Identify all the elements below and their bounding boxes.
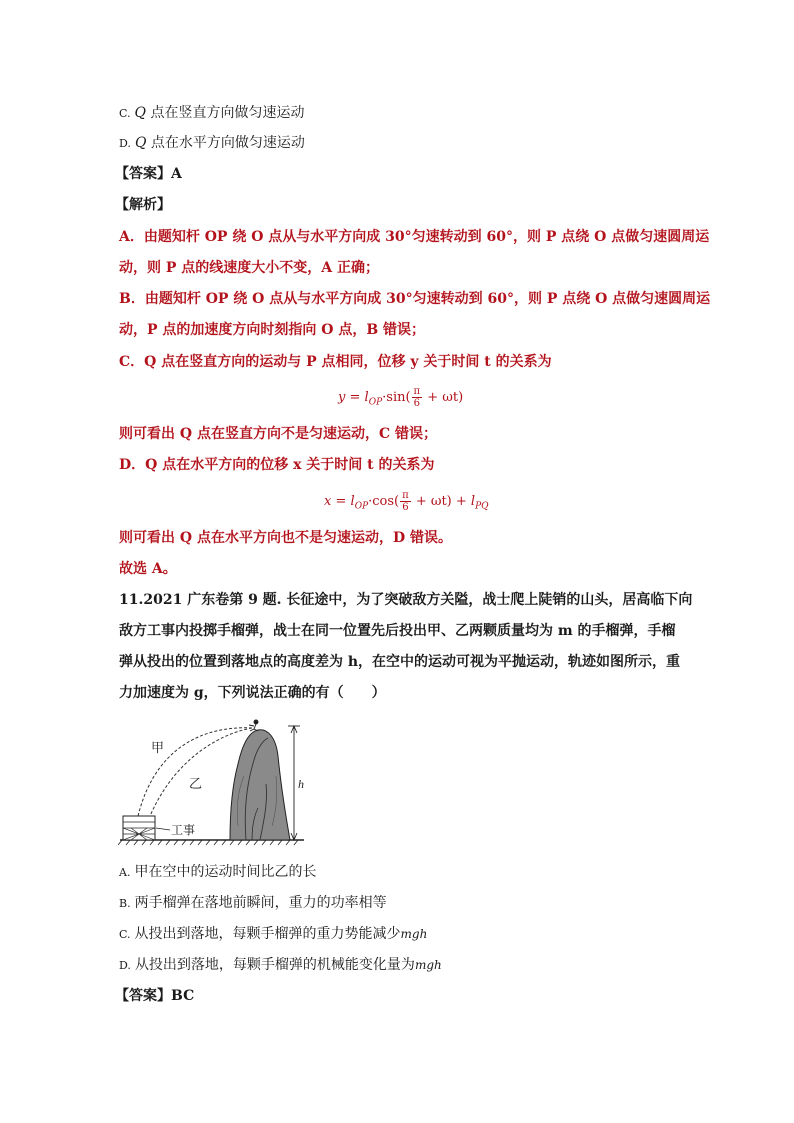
bunker <box>123 816 155 840</box>
fraction-pi-6: $\frac{\pi}{6}$ <box>402 490 409 513</box>
question-11-line1: 11.2021 广东卷第 9 题. 长征途中，为了突破敌方关隘，战士爬上陡销的山头，居高临下向 <box>119 592 693 608</box>
answer-2: 【答案】BC <box>115 988 195 1004</box>
label-h: h <box>298 777 304 791</box>
analysis-b-line1: B．由题知杆 OP 绕 O 点从与水平方向成 30°匀速转动到 60°，则 P 点绕 O 点做匀速圆周运 <box>119 291 711 307</box>
analysis-conclusion: 故选 A。 <box>119 561 177 577</box>
option-c-prev: C. Q 点在竖直方向做匀速运动 <box>119 105 305 121</box>
question-11-line2: 敌方工事内投掷手榴弹，战士在同一位置先后投出甲、乙两颗质量均为 m 的手榴弹，手榴 <box>119 623 676 639</box>
option-d: D. 从投出到落地，每颗手榴弹的机械能变化量为mgh <box>119 957 442 973</box>
grenade-trajectory-figure <box>118 716 308 846</box>
label-yi: 乙 <box>189 776 203 791</box>
fraction-pi-6: $\frac{\pi}{6}$ <box>413 386 421 409</box>
question-11-line3: 弹从投出的位置到落地点的高度差为 h，在空中的运动可视为平抛运动，轨迹如图所示，重 <box>119 654 681 670</box>
analysis-c-line2: 则可看出 Q 点在竖直方向不是匀速运动，C 错误； <box>119 426 437 442</box>
label-jia: 甲 <box>151 740 165 755</box>
option-b: B. 两手榴弹在落地前瞬间，重力的功率相等 <box>119 895 387 911</box>
option-d-prev: D. Q 点在水平方向做匀速运动 <box>119 135 305 151</box>
label-gongshi: 工事 <box>171 823 196 837</box>
answer-1: 【答案】A <box>115 166 182 182</box>
formula-y: $y = l_{OP}\cdot\sin$( $\frac{\pi}{6}$ + ωt) <box>338 386 464 409</box>
analysis-b-line2: 动，P 点的加速度方向时刻指向 O 点，B 错误； <box>119 322 426 338</box>
bunker-leader-line <box>156 828 170 830</box>
analysis-d-line2: 则可看出 Q 点在水平方向也不是匀速运动，D 错误。 <box>119 530 452 546</box>
soldier-figure <box>249 720 258 731</box>
analysis-a-line2: 动，则 P 点的线速度大小不变，A 正确； <box>119 260 380 276</box>
analysis-d-line1: D．Q 点在水平方向的位移 x 关于时间 t 的关系为 <box>119 457 435 473</box>
question-11-line4: 力加速度为 g，下列说法正确的有（ ） <box>119 685 386 701</box>
analysis-tag: 【解析】 <box>115 197 171 213</box>
analysis-c-line1: C．Q 点在竖直方向的运动与 P 点相同，位移 y 关于时间 t 的关系为 <box>119 354 552 370</box>
formula-x: $x = l_{OP}\cdot\cos$( $\frac{\pi}{6}$ + $\omega t) + l_{PQ}$ <box>324 490 489 513</box>
option-a: A. 甲在空中的运动时间比乙的长 <box>119 864 317 880</box>
mountain <box>230 730 290 840</box>
option-c: C. 从投出到落地，每颗手榴弹的重力势能减少mgh <box>119 926 428 942</box>
analysis-a-line1: A．由题知杆 OP 绕 O 点从与水平方向成 30°匀速转动到 60°，则 P 点绕 O 点做匀速圆周运 <box>119 229 710 245</box>
